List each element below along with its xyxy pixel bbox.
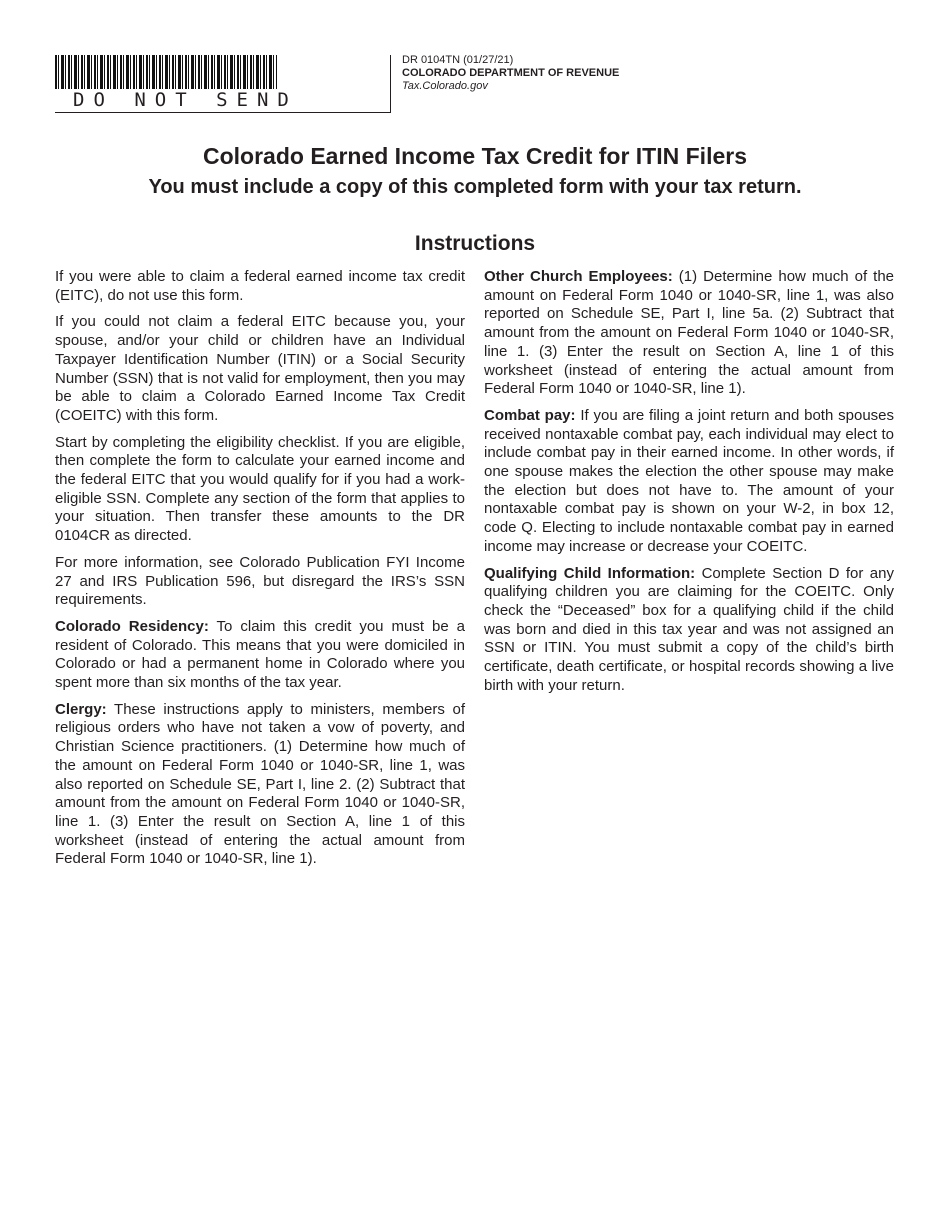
- page-subtitle: You must include a copy of this completed form with your tax return.: [148, 176, 802, 198]
- barcode: [55, 55, 391, 113]
- instructions-heading: Instructions: [414, 232, 536, 255]
- header-divider: [390, 55, 391, 112]
- form-number: DR 0104TN (01/27/21): [402, 54, 514, 66]
- combat-pay-text: If you are filing a joint return and both spouses received nontaxable combat pay, each individual may elect to include combat pay in their earned income. In other words, if one spouse makes the election the other spouse may make the election but does not have to. The amount of your nontaxable combat pay is shown on your W-2, in box 12, code Q. Electing to include nontaxable combat pay in earned income may increase or decrease your COEITC.: [484, 406, 895, 555]
- clergy-paragraph: [55, 701, 465, 869]
- qualifying-child-text: Complete Section D for any qualifying children you are claiming for the COEITC. Only check the “Deceased” box for a qualifying child if the child was born and died in this tax year and was not assigned an SSN or ITIN. You must submit a copy of the child’s birth certificate, death certificate, or hospital records showing a live birth with your return.: [484, 564, 894, 694]
- residency-paragraph: [55, 618, 465, 693]
- church-employees-paragraph: [484, 268, 894, 399]
- qualifying-child-label: Qualifying Child Information:: [484, 564, 696, 582]
- combat-pay-label: Combat pay:: [484, 406, 576, 424]
- clergy-text: These instructions apply to ministers, members of religious orders who have not taken a vow of poverty, and Christian Science practitioners. (1) Determine how much of the amount on Federal Form 1040 or 1040-SR, line 1, was also reported on Schedule SE, Part I, line 2. (2) Subtract that amount from the amount on Federal Form 1040 or 1040-SR, line 1. (3) Enter the result on Section A, line 1 of this worksheet (instead of entering the actual amount from Federal Form 1040 or 1040-SR, line 1).: [55, 700, 465, 868]
- website: Tax.Colorado.gov: [402, 80, 488, 92]
- instructions-left-column: [55, 268, 465, 877]
- residency-label: Colorado Residency:: [55, 617, 209, 635]
- department-name: COLORADO DEPARTMENT OF REVENUE: [402, 67, 620, 79]
- clergy-label: Clergy:: [55, 700, 107, 718]
- barcode-bars-graphic: [55, 55, 277, 89]
- church-employees-label: Other Church Employees:: [484, 268, 673, 285]
- barcode-text: DO NOT SEND: [73, 89, 298, 111]
- form-meta: [402, 54, 619, 93]
- page-title: Colorado Earned Income Tax Credit for ITIN Filers: [202, 143, 747, 169]
- checklist-paragraph: Start by completing the eligibility checklist. If you are eligible, then complete the form to calculate your earned income and the federal EITC that you would qualify for if you had a work-eligible SSN. Complete any section of the form that applies to your situation. Then transfer these amounts to the DR 0104CR as directed.: [55, 433, 465, 545]
- qualifying-child-paragraph: [484, 565, 894, 696]
- church-employees-text: (1) Determine how much of the amount on Federal Form 1040 or 1040-SR, line 1, was also reported on Schedule SE, Part I, line 5a. (2) Subtract that amount from the amount on Federal Form 1040 or 1040-SR, line 1. (3) Enter the result on Section A, line 1 of this worksheet (instead of entering the actual amount from Federal Form 1040 or 1040-SR, line 1).: [484, 268, 894, 398]
- itin-eligibility-paragraph: If you could not claim a federal EITC because you, your spouse, and/or your child or children have an Individual Taxpayer Identification Number (ITIN) or a Social Security Number (SSN) that is not valid for employment, then you may be able to claim a Colorado Earned Income Tax Credit (COEITC) with this form.: [55, 313, 465, 424]
- combat-pay-paragraph: [484, 407, 894, 557]
- eitc-paragraph: If you were able to claim a federal earned income tax credit (EITC), do not use this form.: [55, 268, 465, 304]
- residency-text: To claim this credit you must be a resident of Colorado. This means that you were domiciled in Colorado or had a permanent home in Colorado where you spent more than six months of the tax year.: [55, 617, 465, 692]
- more-info-paragraph: For more information, see Colorado Publication FYI Income 27 and IRS Publication 596, but disregard the IRS’s SSN requirements.: [55, 553, 465, 609]
- instructions-right-column: [484, 268, 894, 703]
